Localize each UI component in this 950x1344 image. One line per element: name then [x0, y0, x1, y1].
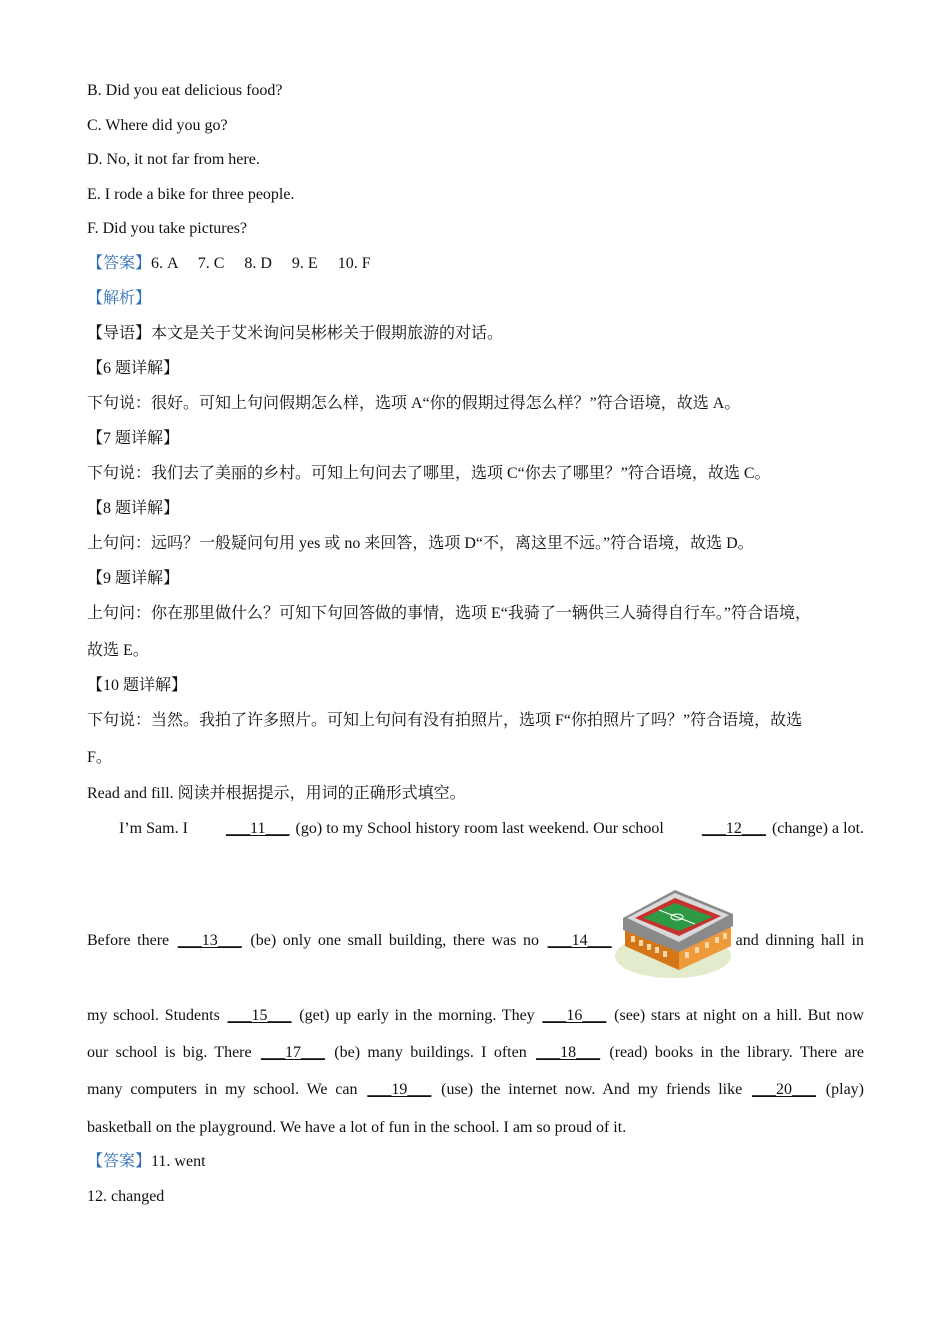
blank-18: ___18___ — [536, 1044, 601, 1061]
passage-line-2 — [87, 931, 864, 951]
answer-11: 11. went — [151, 1153, 206, 1170]
passage-text: I’m Sam. I — [119, 820, 193, 837]
blank-15: ___15___ — [227, 1007, 292, 1024]
read-fill-instruction: Read and fill. 阅读并根据提示，用词的正确形式填空。 — [87, 785, 466, 802]
blank-17: ___17___ — [260, 1044, 325, 1061]
answer-12: 12. changed — [87, 1188, 165, 1205]
passage-line-5 — [87, 1080, 864, 1100]
detail-10-body-2: F。 — [87, 749, 112, 766]
passage-text: (play) — [818, 1081, 865, 1098]
passage-text: (go) to my School history room last weekend. Our school — [291, 820, 668, 837]
passage-text: my school. Students — [87, 1007, 226, 1024]
detail-6-head: 【6 题详解】 — [87, 360, 180, 377]
blank-13: ___13___ — [177, 932, 242, 949]
passage-text: (use) the internet now. And my friends like — [433, 1081, 750, 1098]
passage-text: (be) only one small building, there was no — [243, 932, 546, 949]
detail-10-head: 【10 题详解】 — [87, 677, 188, 694]
option-e: E. I rode a bike for three people. — [87, 186, 295, 203]
detail-7-body: 下句说：我们去了美丽的乡村。可知上句问去了哪里，选项 C“你去了哪里？”符合语境，故选 C。 — [87, 465, 771, 482]
passage-line-6: basketball on the playground. We have a lot of fun in the school. I am so proud of it. — [87, 1119, 627, 1136]
answer-label-2: 【答案】 — [87, 1153, 152, 1170]
guide-text: 【导语】本文是关于艾米询问吴彬彬关于假期旅游的对话。 — [87, 325, 504, 342]
blank-19: ___19___ — [367, 1081, 432, 1098]
passage-text: (see) stars at night on a hill. But now — [608, 1007, 864, 1024]
detail-9-head: 【9 题详解】 — [87, 570, 180, 587]
passage-text: (read) books in the library. There are — [602, 1044, 865, 1061]
analysis-label: 【解析】 — [87, 290, 152, 307]
option-f: F. Did you take pictures? — [87, 220, 248, 237]
blank-20: ___20___ — [752, 1081, 816, 1098]
blank-14: ___14___ — [547, 932, 612, 949]
passage-line-1 — [87, 819, 864, 839]
blank-12: ___12___ — [701, 820, 766, 837]
passage-text: Before there — [87, 932, 176, 949]
answer-text: 6. A 7. C 8. D 9. E 10. F — [151, 255, 371, 272]
passage-text: (get) up early in the morning. They — [293, 1007, 541, 1024]
passage-text: (be) many buildings. I often — [326, 1044, 535, 1061]
detail-8-body: 上句问：远吗？一般疑问句用 yes 或 no 来回答，选项 D“不，离这里不远。”符合语境，故选 D。 — [87, 535, 754, 552]
blank-11: ___11___ — [226, 820, 290, 837]
detail-6-body: 下句说：很好。可知上句问假期怎么样，选项 A“你的假期过得怎么样？”符合语境，故选 A。 — [87, 395, 741, 412]
option-d: D. No, it not far from here. — [87, 151, 260, 168]
detail-10-body-1: 下句说：当然。我拍了许多照片。可知上句问有没有拍照片，选项 F“你拍照片了吗？”符合语境，故选 — [87, 712, 803, 729]
passage-text: many computers in my school. We can — [87, 1081, 366, 1098]
detail-9-body-2: 故选 E。 — [87, 642, 149, 659]
answer-line-1 — [87, 254, 371, 274]
passage-line-3 — [87, 1006, 864, 1026]
passage-line-4 — [87, 1043, 864, 1063]
option-b: B. Did you eat delicious food? — [87, 82, 283, 99]
blank-16: ___16___ — [542, 1007, 607, 1024]
detail-7-head: 【7 题详解】 — [87, 430, 180, 447]
answer-line-2 — [87, 1152, 206, 1172]
detail-9-body-1: 上句问：你在那里做什么？可知下句回答做的事情，选项 E“我骑了一辆供三人骑得自行车。”符合语境， — [87, 605, 811, 622]
stadium-illustration — [613, 884, 741, 984]
passage-text: and dinning hall in — [735, 932, 864, 949]
answer-label: 【答案】 — [87, 255, 152, 272]
passage-text: (change) a lot. — [767, 820, 865, 837]
option-c: C. Where did you go? — [87, 117, 228, 134]
detail-8-head: 【8 题详解】 — [87, 500, 180, 517]
passage-text: our school is big. There — [87, 1044, 259, 1061]
